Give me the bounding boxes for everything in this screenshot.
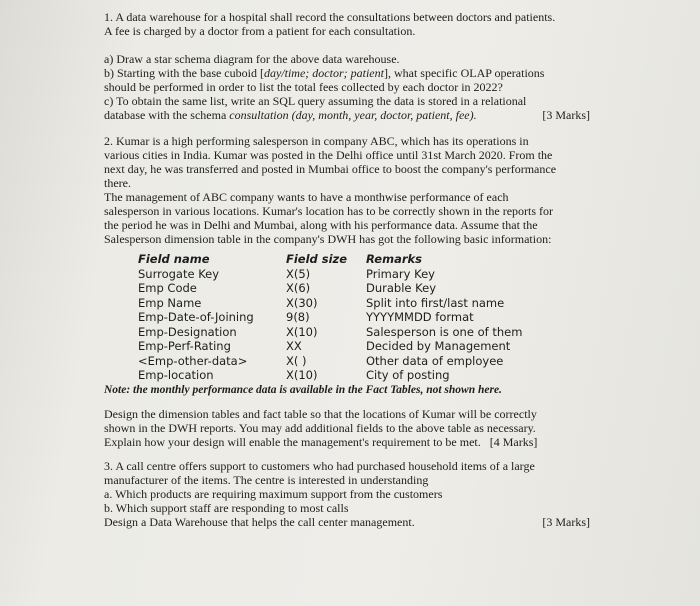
q2-design-line-2: shown in the DWH reports. You may add additional fields to the above table as necessary.	[104, 420, 536, 435]
cell-field-name: Surrogate Key	[138, 266, 220, 281]
q1-intro-line-1: 1. A data warehouse for a hospital shall record the consultations between doctors and patients.	[104, 10, 556, 24]
salesperson-dimension-table	[138, 252, 566, 383]
q2-design-line-3: Explain how your design will enable the management's requirement to be met. [4 Marks]	[104, 434, 538, 449]
q1-subparts	[104, 52, 590, 122]
q1-part-a: a) Draw a star schema diagram for the above data warehouse.	[104, 52, 400, 66]
cell-field-name: Emp-Date-of-Joining	[138, 310, 254, 324]
q3-item-a: a. Which products are requiring maximum support from the customers	[104, 486, 443, 501]
q2-p1-line-1: 2. Kumar is a high performing salesperson in company ABC, which has its operations in	[104, 134, 529, 148]
cell-field-name: Emp-location	[138, 368, 214, 382]
cell-field-size: X( )	[286, 353, 307, 368]
table-row	[138, 354, 566, 369]
cell-remarks: Other data of employee	[366, 353, 504, 368]
cell-remarks: City of posting	[366, 368, 450, 382]
question-2	[104, 134, 590, 449]
q1-part-c-line-1: c) To obtain the same list, write an SQL query assuming the data is stored in a relational	[104, 94, 527, 108]
cell-field-size: X(10)	[286, 368, 318, 382]
cell-remarks: Split into first/last name	[366, 295, 505, 310]
q2-p1-line-4: there.	[104, 176, 131, 190]
q2-p2-line-2: salesperson in various locations. Kumar's location has to be correctly shown in the reports for	[104, 204, 554, 218]
cell-remarks: YYYYMMDD format	[366, 310, 474, 324]
table-row	[138, 368, 566, 383]
header-field-name: Field name	[138, 252, 210, 266]
q3-final: Design a Data Warehouse that helps the call center management. [3 Marks]	[104, 514, 590, 529]
q2-design-line-1: Design the dimension tables and fact table so that the locations of Kumar will be correctly	[104, 406, 537, 421]
q2-p2-line-1: The management of ABC company wants to have a monthwise performance of each	[104, 190, 509, 204]
q3-marks: [3 Marks]	[542, 514, 590, 529]
question-1	[104, 10, 590, 122]
q1-part-b-line-2: should be performed in order to list the total fees collected by each doctor in 2022?	[104, 80, 503, 94]
q2-p2-line-3: the period he was in Delhi and Mumbai, along with his performance data. Assume that the	[104, 218, 538, 232]
q2-design-task	[104, 407, 590, 449]
q3-item-b: b. Which support staff are responding to most calls	[104, 500, 349, 515]
table-row	[138, 281, 566, 296]
cell-field-name: Emp Code	[138, 281, 197, 295]
cell-field-name: <Emp-other-data>	[138, 353, 248, 368]
q2-p1-line-3: next day, he was transferred and posted in Mumbai office to boost the company's performance	[104, 162, 557, 176]
q2-p2-line-4: Salesperson dimension table in the company's DWH has got the following basic information:	[104, 232, 552, 246]
cell-field-size: 9(8)	[286, 310, 310, 324]
cell-field-name: Emp-Designation	[138, 324, 237, 339]
cell-remarks: Primary Key	[366, 266, 435, 281]
header-remarks: Remarks	[366, 252, 422, 266]
cell-remarks: Salesperson is one of them	[366, 324, 523, 339]
q3-list	[104, 487, 590, 515]
cell-field-size: X(6)	[286, 281, 311, 295]
table-row	[138, 296, 566, 311]
cell-field-size: X(30)	[286, 295, 318, 310]
table-row	[138, 310, 566, 325]
cell-field-name: Emp-Perf-Rating	[138, 339, 231, 353]
question-3	[104, 459, 590, 529]
cell-remarks: Durable Key	[366, 281, 436, 295]
q3-intro-line-1: 3. A call centre offers support to customers who had purchased household items of a large	[104, 458, 535, 473]
q1-part-c-line-2: database with the schema consultation (day, month, year, doctor, patient, fee). [3 Marks]	[104, 108, 590, 122]
cell-field-size: X(10)	[286, 324, 318, 339]
q1-marks: [3 Marks]	[542, 108, 590, 122]
table-row	[138, 325, 566, 340]
cell-remarks: Decided by Management	[366, 339, 511, 353]
table-row	[138, 339, 566, 354]
q1-part-b-line-1: b) Starting with the base cuboid [day/time; doctor; patient], what specific OLAP operations	[104, 66, 545, 80]
cell-field-name: Emp Name	[138, 295, 202, 310]
q3-intro-line-2: manufacturer of the items. The centre is interested in understanding	[104, 472, 429, 487]
cell-field-size: XX	[286, 339, 302, 353]
q1-intro-line-2: A fee is charged by a doctor from a patient for each consultation.	[104, 24, 416, 38]
q2-marks: [4 Marks]	[489, 434, 538, 449]
cell-field-size: X(5)	[286, 266, 311, 281]
header-field-size: Field size	[286, 252, 348, 266]
table-row	[138, 267, 566, 282]
q2-p1-line-2: various cities in India. Kumar was posted in the Delhi office until 31st March 2020. From the	[104, 148, 553, 162]
q2-note: Note: the monthly performance data is available in the Fact Tables, not shown here.	[104, 383, 502, 396]
table-header-row	[138, 252, 566, 267]
